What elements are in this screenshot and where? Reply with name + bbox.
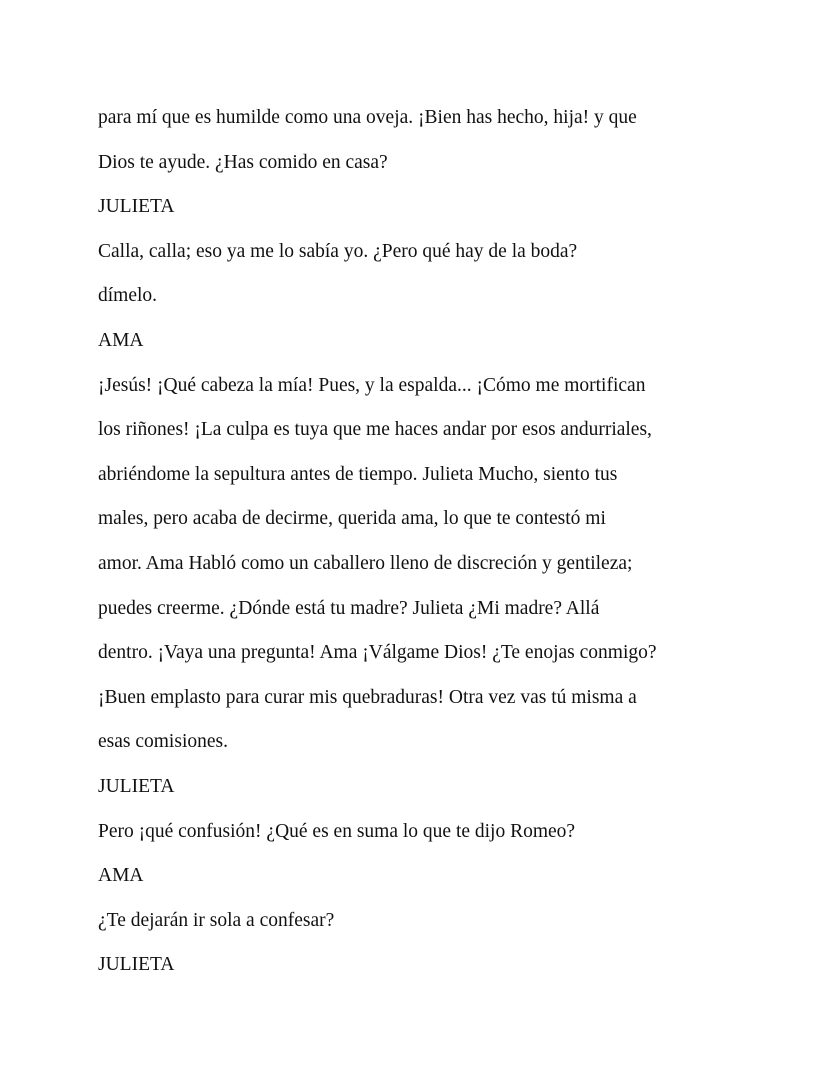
speaker-name: JULIETA [98,196,175,218]
text-line: ¿Te dejarán ir sola a confesar? [98,909,335,931]
text-line: amor. Ama Habló como un caballero lleno de discreción y gentileza; [98,552,633,574]
speaker-name: JULIETA [98,954,175,976]
text-line: ¡Buen emplasto para curar mis quebraduras! Otra vez vas tú misma a [98,686,637,708]
text-line: esas comisiones. [98,731,228,753]
text-line: Dios te ayude. ¿Has comido en casa? [98,151,388,173]
text-line: los riñones! ¡La culpa es tuya que me haces andar por esos andurriales, [98,419,652,441]
text-line: dentro. ¡Vaya una pregunta! Ama ¡Válgame Dios! ¿Te enojas conmigo? [98,642,657,664]
speaker-name: AMA [98,329,144,351]
speaker-name: JULIETA [98,775,175,797]
text-line: dímelo. [98,285,158,307]
text-line: para mí que es humilde como una oveja. ¡Bien has hecho, hija! y que [98,107,637,128]
text-line: abriéndome la sepultura antes de tiempo. Julieta Mucho, siento tus [98,463,618,485]
dialogue-text [98,96,798,988]
speaker-name: AMA [98,865,144,887]
text-line: males, pero acaba de decirme, querida ama, lo que te contestó mi [98,508,606,530]
text-line: puedes creerme. ¿Dónde está tu madre? Julieta ¿Mi madre? Allá [98,597,600,619]
text-line: Pero ¡qué confusión! ¿Qué es en suma lo que te dijo Romeo? [98,820,576,842]
text-line: Calla, calla; eso ya me lo sabía yo. ¿Pero qué hay de la boda? [98,240,578,262]
text-line: ¡Jesús! ¡Qué cabeza la mía! Pues, y la espalda... ¡Cómo me mortifican [98,374,646,396]
